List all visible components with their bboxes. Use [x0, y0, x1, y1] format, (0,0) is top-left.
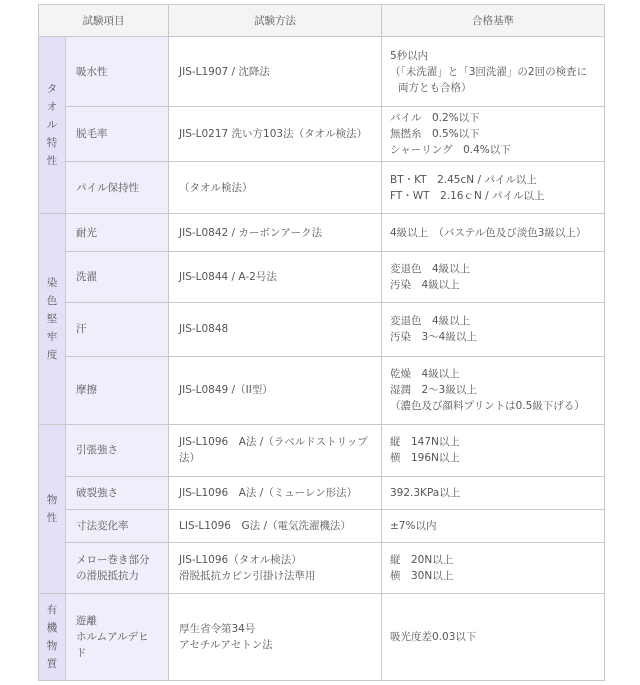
item-line: 吸水性	[76, 65, 108, 78]
item-cell	[66, 593, 169, 680]
item-line: ド	[76, 646, 87, 659]
item-cell	[66, 509, 169, 542]
criteria-line: 392.3KPa以上	[390, 486, 461, 499]
category-cell	[39, 593, 66, 680]
criteria-line: ±7%以内	[390, 519, 437, 532]
header-criteria: 合格基準	[382, 5, 605, 37]
method-line: JIS-L0844 / A-2号法	[179, 270, 277, 283]
method-line: アセチルアセトン法	[179, 638, 273, 651]
criteria-line: 横 196N以上	[390, 452, 460, 465]
criteria-line: 汚染 4級以上	[390, 278, 460, 291]
criteria-line: 両方とも合格）	[398, 81, 472, 94]
method-line: JIS-L0842 / カーボンアーク法	[179, 226, 323, 239]
table-row	[39, 509, 605, 542]
criteria-line: 湿潤 2〜3級以上	[390, 384, 477, 397]
criteria-cell	[382, 107, 605, 162]
method-line: 厚生省令第34号	[179, 622, 256, 635]
item-cell	[66, 162, 169, 214]
criteria-cell	[382, 37, 605, 107]
criteria-cell	[382, 509, 605, 542]
item-line: 摩擦	[76, 384, 97, 397]
item-cell	[66, 214, 169, 251]
method-cell	[169, 214, 382, 251]
item-cell	[66, 37, 169, 107]
table-row	[39, 107, 605, 162]
criteria-line: 変退色 4級以上	[390, 315, 471, 328]
criteria-cell	[382, 162, 605, 214]
criteria-line: （「未洗濯」と「3回洗濯」の2回の検査に	[390, 65, 588, 78]
category-cell	[39, 424, 66, 593]
item-line: の滑脱抵抗力	[76, 569, 139, 582]
item-line: 引張強さ	[76, 444, 118, 457]
method-line: JIS-L1096 A法 /（ラベルドストリップ法）	[179, 436, 368, 465]
criteria-cell	[382, 356, 605, 424]
criteria-line: 縦 20N以上	[390, 553, 454, 566]
criteria-line: （濃色及び顔料プリントは0.5級下げる）	[390, 400, 585, 413]
table-row	[39, 476, 605, 509]
header-item: 試験項目	[39, 5, 169, 37]
table-row	[39, 302, 605, 356]
category-label: 染色堅牢度	[46, 277, 58, 362]
method-cell	[169, 424, 382, 476]
table-row	[39, 542, 605, 593]
header-row	[39, 5, 605, 37]
method-cell	[169, 302, 382, 356]
method-line: JIS-L1096（タオル検法）	[179, 553, 302, 566]
category-cell	[39, 37, 66, 214]
item-line: メロー巻き部分	[76, 553, 150, 566]
table-row	[39, 162, 605, 214]
method-line: JIS-L0217 洗い方103法（タオル検法）	[179, 128, 368, 141]
table-body	[39, 37, 605, 681]
method-cell	[169, 162, 382, 214]
spec-table	[38, 4, 605, 681]
category-label: 物性	[46, 493, 58, 524]
item-cell	[66, 424, 169, 476]
criteria-line: 吸光度差0.03以下	[390, 630, 477, 643]
criteria-line: パイル 0.2%以下	[390, 112, 480, 125]
criteria-cell	[382, 251, 605, 302]
item-line: 汗	[76, 323, 87, 336]
criteria-cell	[382, 302, 605, 356]
header-method: 試験方法	[169, 5, 382, 37]
criteria-line: BT・KT 2.45cN / パイル以上	[390, 173, 537, 186]
method-cell	[169, 356, 382, 424]
item-cell	[66, 107, 169, 162]
method-cell	[169, 476, 382, 509]
criteria-line: 変退色 4級以上	[390, 262, 471, 275]
criteria-cell	[382, 542, 605, 593]
method-line: JIS-L1096 A法 /（ミューレン形法）	[179, 486, 358, 499]
item-line: 寸法変化率	[76, 519, 129, 532]
method-line: JIS-L0849 /（II型）	[179, 384, 273, 397]
category-label: 有機物質	[46, 603, 58, 670]
method-line: （タオル検法）	[179, 181, 253, 194]
item-cell	[66, 356, 169, 424]
item-line: 耐光	[76, 226, 97, 239]
method-line: LIS-L1096 G法 /（電気洗濯機法）	[179, 519, 351, 532]
category-label: タオル特性	[46, 83, 58, 168]
item-cell	[66, 476, 169, 509]
criteria-cell	[382, 476, 605, 509]
item-line: 脱毛率	[76, 128, 108, 141]
item-cell	[66, 302, 169, 356]
method-cell	[169, 107, 382, 162]
item-line: 遊離	[76, 614, 97, 627]
criteria-line: 縦 147N以上	[390, 436, 460, 449]
category-cell	[39, 214, 66, 424]
item-line: ホルムアルデヒ	[76, 630, 149, 643]
method-line: JIS-L0848	[179, 323, 229, 336]
criteria-line: 4級以上 （パステル色及び淡色3級以上）	[390, 226, 587, 239]
method-line: 滑脱抵抗カピン引掛け法準用	[179, 569, 316, 582]
item-cell	[66, 251, 169, 302]
method-cell	[169, 542, 382, 593]
item-line: 洗濯	[76, 270, 97, 283]
criteria-line: FT・WT 2.16ｃN / パイル以上	[390, 189, 545, 202]
criteria-line: 乾燥 4級以上	[390, 368, 460, 381]
table-row	[39, 356, 605, 424]
method-cell	[169, 593, 382, 680]
criteria-cell	[382, 424, 605, 476]
table-row	[39, 214, 605, 251]
method-cell	[169, 509, 382, 542]
method-line: JIS-L1907 / 沈降法	[179, 65, 270, 78]
criteria-line: 汚染 3〜4級以上	[390, 331, 477, 344]
criteria-line: 無撚糸 0.5%以下	[390, 128, 480, 141]
criteria-line: 横 30N以上	[390, 569, 454, 582]
item-cell	[66, 542, 169, 593]
criteria-line: 5秒以内	[390, 49, 429, 62]
item-line: パイル保持性	[76, 181, 139, 194]
table-row	[39, 251, 605, 302]
item-line: 破裂強さ	[76, 486, 118, 499]
method-cell	[169, 251, 382, 302]
table-row	[39, 37, 605, 107]
criteria-cell	[382, 593, 605, 680]
table-row	[39, 424, 605, 476]
method-cell	[169, 37, 382, 107]
criteria-line: シャーリング 0.4%以下	[390, 144, 511, 157]
table-row	[39, 593, 605, 680]
criteria-cell	[382, 214, 605, 251]
